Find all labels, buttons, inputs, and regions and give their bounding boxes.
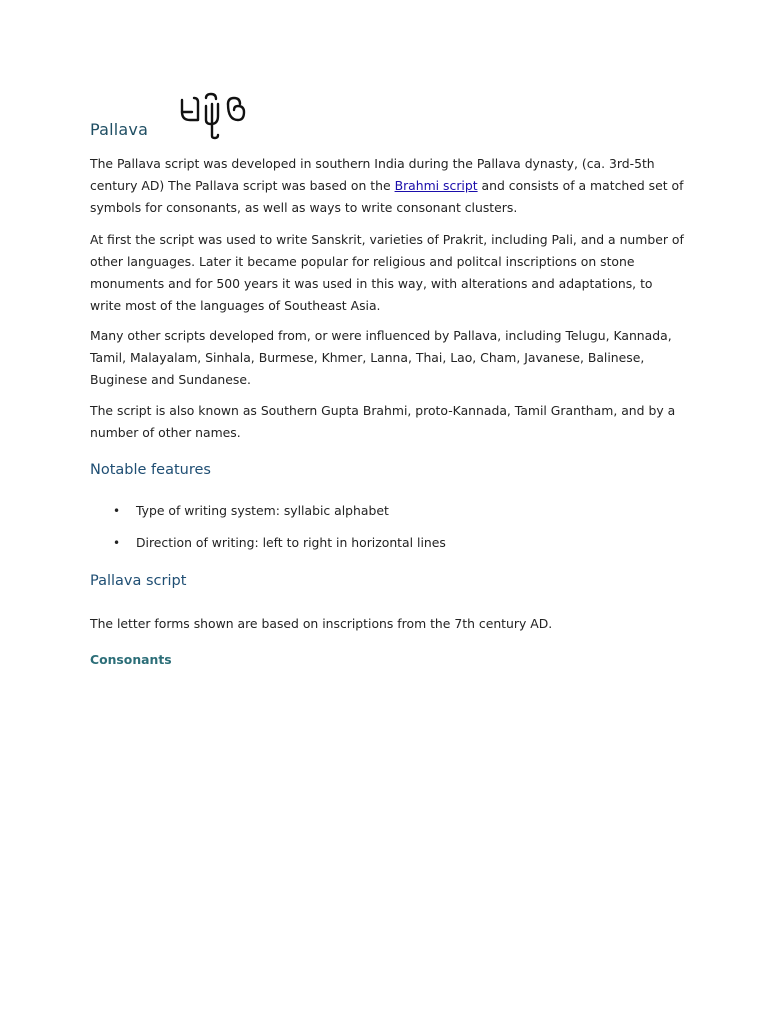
history-paragraph: At first the script was used to write Sanskrit, varieties of Prakrit, including Pali, and a number of other languages. Later it became popular for religious and politcal inscriptions on stone monuments and for 500 years it was used in this way, with alterations and adaptations, to write most of the languages of Southeast Asia. [90, 232, 684, 313]
page-title: Pallava [90, 120, 149, 139]
title-row [90, 92, 690, 142]
feature-text: Type of writing system: syllabic alphabet [136, 503, 389, 518]
alternate-names-paragraph: The script is also known as Southern Gupta Brahmi, proto-Kannada, Tamil Grantham, and by a number of other names. [90, 403, 676, 440]
feature-text: Direction of writing: left to right in horizontal lines [136, 535, 446, 550]
derived-scripts-paragraph: Many other scripts developed from, or were influenced by Pallava, including Telugu, Kannada, Tamil, Malayalam, Sinhala, Burmese, Khmer, Lanna, Thai, Lao, Cham, Javanese, Balinese, Buginese and Sundanese. [90, 328, 672, 387]
notable-features-list [90, 500, 650, 564]
intro-paragraph [90, 153, 685, 219]
bullet-icon: • [113, 504, 121, 518]
list-item [90, 532, 650, 564]
intro-text-after-link: and consists of a matched set of symbols for consonants, as well as ways to write consonant clusters. [90, 178, 684, 215]
brahmi-script-link[interactable]: Brahmi script [394, 178, 478, 193]
intro-text-before-link: The Pallava script was developed in southern India during the Pallava dynasty, (ca. 3rd-5th century AD) The Pallava script was based on the [90, 156, 655, 193]
pallava-script-heading: Pallava script [90, 573, 187, 589]
notable-features-heading: Notable features [90, 462, 211, 478]
bullet-icon: • [113, 536, 121, 550]
consonants-heading: Consonants [90, 652, 172, 667]
list-item [90, 500, 650, 532]
letter-forms-paragraph: The letter forms shown are based on inscriptions from the 7th century AD. [90, 616, 553, 631]
pallava-script-glyph-icon [178, 92, 250, 140]
